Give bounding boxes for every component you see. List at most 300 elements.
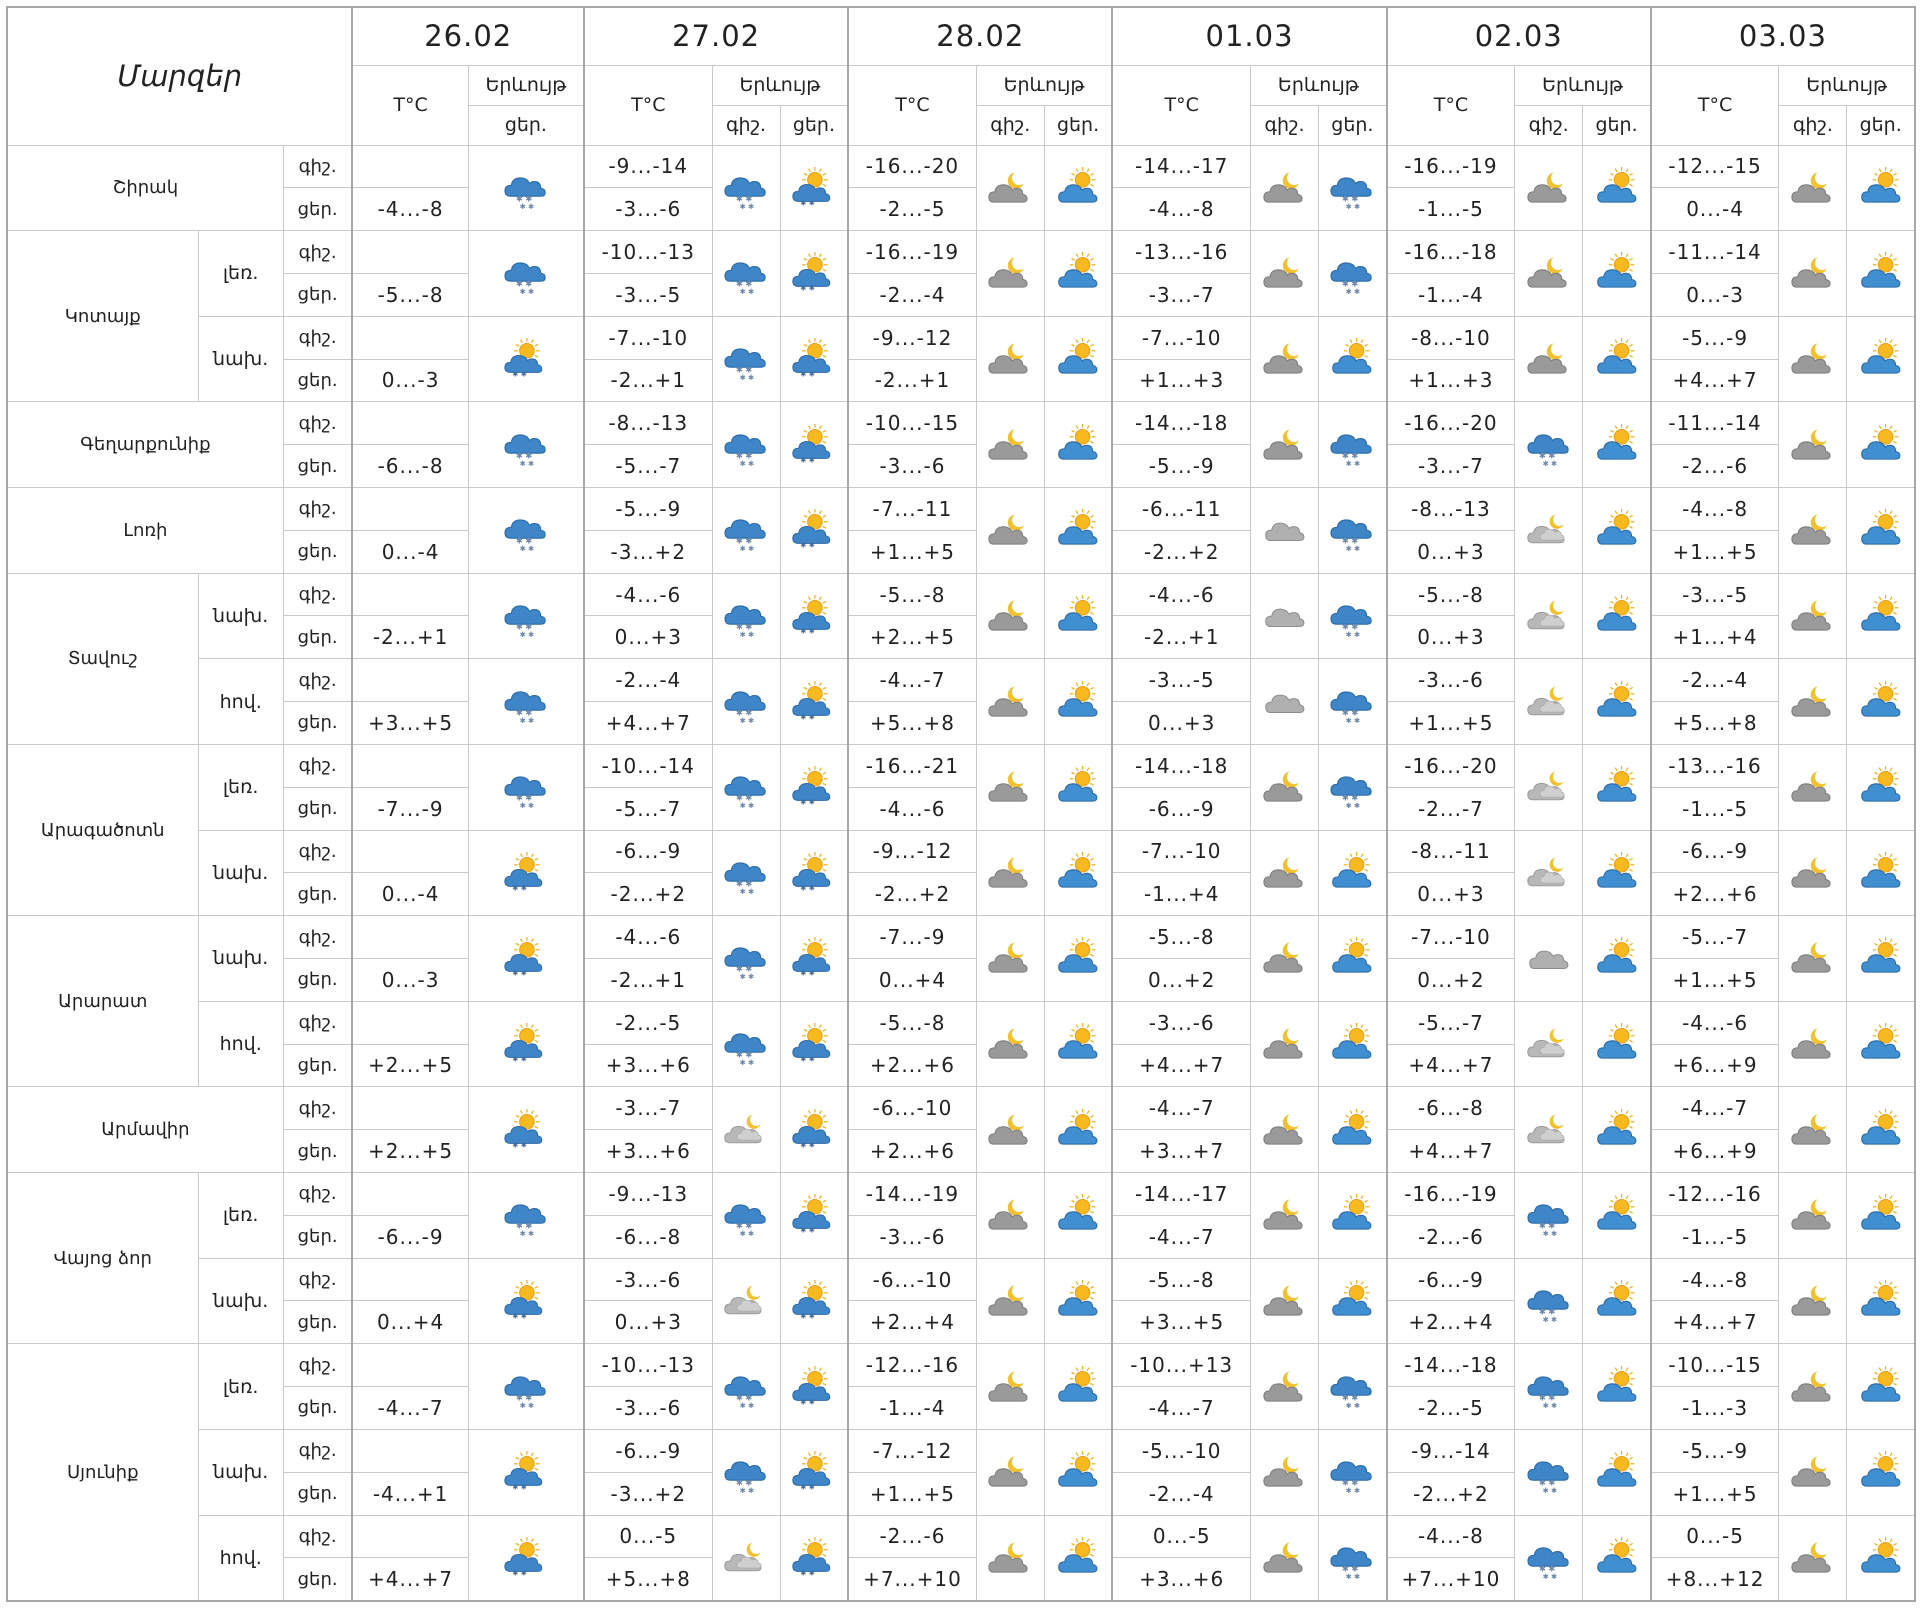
temp-night: -5...-8 bbox=[1112, 916, 1250, 959]
time-of-day-label: գիշ. bbox=[283, 1344, 352, 1387]
temp-day: -3...-7 bbox=[1112, 273, 1250, 316]
svg-text:✱ ✱: ✱ ✱ bbox=[1542, 1314, 1557, 1322]
sun-cloud-snow-icon bbox=[468, 1087, 584, 1173]
sun-cloud-icon bbox=[1592, 509, 1642, 551]
sun-cloud-icon bbox=[1592, 1280, 1642, 1322]
moon-cloud-icon bbox=[1524, 167, 1574, 209]
day-column-header: ցեր. bbox=[780, 105, 848, 145]
temp-day: -5...-8 bbox=[352, 273, 468, 316]
snow-cloud-icon bbox=[1327, 595, 1377, 637]
temp-night: -10...-13 bbox=[584, 1344, 712, 1387]
svg-text:✱ ✱: ✱ ✱ bbox=[1342, 707, 1359, 718]
svg-text:✱ ✱: ✱ ✱ bbox=[1538, 1477, 1556, 1488]
temp-night: -5...-9 bbox=[1651, 316, 1779, 359]
temp-day: +2...+6 bbox=[848, 1130, 976, 1173]
sun-cloud-snow-icon bbox=[501, 1537, 551, 1579]
svg-text:✱ ✱: ✱ ✱ bbox=[1345, 201, 1361, 209]
svg-text:✱ ✱: ✱ ✱ bbox=[800, 455, 815, 465]
snow-cloud-icon bbox=[712, 231, 780, 317]
moon-cloud-icon bbox=[976, 830, 1044, 916]
forecast-row-night bbox=[7, 488, 1915, 531]
snow-cloud-icon bbox=[712, 1173, 780, 1259]
snow-cloud-icon bbox=[468, 488, 584, 574]
snow-cloud-icon bbox=[721, 252, 771, 294]
sun-cloud-snow-icon bbox=[780, 1173, 848, 1259]
temp-day: +1...+5 bbox=[1651, 1472, 1779, 1515]
svg-text:✱ ✱: ✱ ✱ bbox=[1345, 801, 1361, 809]
sun-cloud-icon bbox=[1319, 1258, 1387, 1344]
temp-night: -14...-18 bbox=[1112, 402, 1250, 445]
cloud-icon bbox=[1251, 488, 1319, 574]
temp-day: -3...-6 bbox=[848, 1215, 976, 1258]
svg-text:✱ ✱: ✱ ✱ bbox=[1342, 279, 1359, 290]
snow-cloud-icon bbox=[468, 1344, 584, 1430]
snow-cloud-icon bbox=[1319, 488, 1387, 574]
temp-day: +2...+4 bbox=[1387, 1301, 1515, 1344]
temp-day: -7...-9 bbox=[352, 787, 468, 830]
temp-day: -2...+1 bbox=[848, 359, 976, 402]
forecast-table bbox=[6, 6, 1916, 1602]
svg-text:✱ ✱: ✱ ✱ bbox=[515, 621, 533, 632]
moon-cloud-icon bbox=[1779, 1001, 1847, 1087]
svg-text:✱ ✱: ✱ ✱ bbox=[736, 1392, 753, 1403]
temp-day: 0...+4 bbox=[352, 1301, 468, 1344]
sun-cloud-icon bbox=[1592, 937, 1642, 979]
moon-cloud-icon bbox=[976, 1173, 1044, 1259]
weather-column-header: Երևույթ bbox=[468, 65, 584, 105]
svg-text:✱ ✱: ✱ ✱ bbox=[1345, 458, 1361, 466]
sun-cloud-icon bbox=[1044, 659, 1112, 745]
time-of-day-label: ցեր. bbox=[283, 1301, 352, 1344]
svg-text:✱ ✱: ✱ ✱ bbox=[515, 279, 533, 290]
moon-cloud-icon bbox=[1251, 1258, 1319, 1344]
sun-cloud-icon bbox=[1592, 167, 1642, 209]
sun-cloud-snow-icon bbox=[501, 1451, 551, 1493]
temp-day: -1...-3 bbox=[1651, 1387, 1779, 1430]
sun-cloud-icon bbox=[1856, 167, 1906, 209]
sun-cloud-icon bbox=[1327, 338, 1377, 380]
sun-cloud-icon bbox=[1044, 231, 1112, 317]
zone-name: նախ. bbox=[198, 1258, 283, 1344]
night-column-header: գիշ. bbox=[1251, 105, 1319, 145]
temp-day: 0...+3 bbox=[1387, 530, 1515, 573]
temp-night: -6...-8 bbox=[1387, 1087, 1515, 1130]
temp-night: 0...-5 bbox=[1112, 1515, 1250, 1558]
temp-day: -2...+1 bbox=[584, 958, 712, 1001]
moon-cloud-icon bbox=[1779, 1429, 1847, 1515]
temp-day: -5...-9 bbox=[1112, 445, 1250, 488]
moon-cloud-icon bbox=[1251, 916, 1319, 1002]
svg-text:✱ ✱: ✱ ✱ bbox=[736, 621, 753, 632]
sun-cloud-icon bbox=[1847, 231, 1915, 317]
temp-day: -2...-5 bbox=[1387, 1387, 1515, 1430]
svg-text:✱ ✱: ✱ ✱ bbox=[739, 629, 755, 637]
temp-day: -3...-7 bbox=[1387, 445, 1515, 488]
svg-text:✱ ✱: ✱ ✱ bbox=[739, 201, 755, 209]
moon-cloud-icon bbox=[985, 766, 1035, 808]
snow-cloud-icon bbox=[1327, 424, 1377, 466]
svg-text:✱ ✱: ✱ ✱ bbox=[512, 968, 527, 978]
temp-day: +2...+4 bbox=[848, 1301, 976, 1344]
time-of-day-label: գիշ. bbox=[283, 402, 352, 445]
moon-cloud-icon bbox=[1788, 1451, 1838, 1493]
forecast-row-night bbox=[7, 916, 1915, 959]
sun-cloud-icon bbox=[1053, 167, 1103, 209]
temp-night: -7...-10 bbox=[1387, 916, 1515, 959]
date-header: 26.02 bbox=[352, 7, 584, 65]
temp-night: -9...-14 bbox=[584, 145, 712, 188]
snow-cloud-icon bbox=[1327, 509, 1377, 551]
temp-day: -2...+2 bbox=[584, 873, 712, 916]
moon-partly-cloudy-icon bbox=[1515, 830, 1583, 916]
moon-cloud-icon bbox=[1251, 231, 1319, 317]
moon-cloud-icon bbox=[1788, 1280, 1838, 1322]
moon-partly-cloudy-icon bbox=[1515, 1087, 1583, 1173]
sun-cloud-icon bbox=[1856, 681, 1906, 723]
moon-cloud-icon bbox=[1779, 316, 1847, 402]
sun-cloud-icon bbox=[1583, 488, 1651, 574]
sun-cloud-icon bbox=[1583, 830, 1651, 916]
moon-cloud-icon bbox=[1251, 1087, 1319, 1173]
svg-text:✱ ✱: ✱ ✱ bbox=[1542, 1400, 1557, 1408]
moon-cloud-icon bbox=[985, 595, 1035, 637]
svg-text:✱ ✱: ✱ ✱ bbox=[739, 1229, 755, 1237]
sun-cloud-icon bbox=[1053, 424, 1103, 466]
snow-cloud-icon bbox=[721, 509, 771, 551]
moon-cloud-icon bbox=[1779, 573, 1847, 659]
sun-cloud-icon bbox=[1847, 1515, 1915, 1601]
temp-night: -3...-5 bbox=[1651, 573, 1779, 616]
day-column-header: ցեր. bbox=[468, 105, 584, 145]
sun-cloud-icon bbox=[1044, 744, 1112, 830]
snow-cloud-icon bbox=[1515, 1173, 1583, 1259]
moon-cloud-icon bbox=[985, 1537, 1035, 1579]
temp-day: +7...+10 bbox=[1387, 1558, 1515, 1601]
temp-day: -2...-7 bbox=[1387, 787, 1515, 830]
zone-name: լեռ. bbox=[198, 231, 283, 317]
moon-cloud-icon bbox=[1788, 766, 1838, 808]
snow-cloud-icon bbox=[1515, 1258, 1583, 1344]
snow-cloud-icon bbox=[1515, 1429, 1583, 1515]
snow-cloud-icon bbox=[1319, 744, 1387, 830]
snow-cloud-icon bbox=[468, 402, 584, 488]
temp-day: -6...-9 bbox=[1112, 787, 1250, 830]
temp-night: -6...-9 bbox=[584, 830, 712, 873]
moon-cloud-icon bbox=[1788, 509, 1838, 551]
temp-day: -4...-7 bbox=[1112, 1215, 1250, 1258]
svg-text:✱ ✱: ✱ ✱ bbox=[519, 287, 535, 295]
svg-text:✱ ✱: ✱ ✱ bbox=[739, 715, 755, 723]
sun-cloud-snow-icon bbox=[501, 338, 551, 380]
temp-night: -3...-7 bbox=[584, 1087, 712, 1130]
sun-cloud-icon bbox=[1044, 1429, 1112, 1515]
temp-day: -6...-9 bbox=[352, 1215, 468, 1258]
svg-text:✱ ✱: ✱ ✱ bbox=[1342, 1563, 1359, 1574]
svg-text:✱ ✱: ✱ ✱ bbox=[736, 792, 753, 803]
sun-cloud-icon bbox=[1856, 1366, 1906, 1408]
snow-cloud-icon bbox=[712, 1001, 780, 1087]
temp-day: 0...+3 bbox=[1387, 616, 1515, 659]
cloud-icon bbox=[1260, 595, 1310, 637]
sun-cloud-icon bbox=[1044, 316, 1112, 402]
temp-day: +2...+5 bbox=[848, 616, 976, 659]
snow-cloud-icon bbox=[1515, 402, 1583, 488]
snow-cloud-icon bbox=[712, 1429, 780, 1515]
svg-text:✱ ✱: ✱ ✱ bbox=[736, 707, 753, 718]
temp-day: -2...+1 bbox=[584, 359, 712, 402]
zone-name: հով. bbox=[198, 1515, 283, 1601]
forecast-row-night bbox=[7, 145, 1915, 188]
temp-night: -6...-10 bbox=[848, 1087, 976, 1130]
temp-night bbox=[352, 573, 468, 616]
svg-text:✱ ✱: ✱ ✱ bbox=[519, 715, 535, 723]
sun-cloud-snow-icon bbox=[789, 252, 839, 294]
temp-night: -8...-11 bbox=[1387, 830, 1515, 873]
moon-cloud-icon bbox=[976, 231, 1044, 317]
temp-night: -14...-19 bbox=[848, 1173, 976, 1216]
moon-cloud-icon bbox=[1779, 659, 1847, 745]
sun-cloud-icon bbox=[1592, 424, 1642, 466]
temp-night: -8...-13 bbox=[584, 402, 712, 445]
time-of-day-label: գիշ. bbox=[283, 830, 352, 873]
moon-cloud-icon bbox=[1260, 252, 1310, 294]
temp-night: -6...-9 bbox=[1387, 1258, 1515, 1301]
snow-cloud-icon bbox=[1524, 424, 1574, 466]
temp-night: -16...-21 bbox=[848, 744, 976, 787]
temp-night: -10...+13 bbox=[1112, 1344, 1250, 1387]
temp-day: +3...+5 bbox=[352, 702, 468, 745]
moon-cloud-icon bbox=[976, 573, 1044, 659]
moon-cloud-icon bbox=[985, 338, 1035, 380]
temp-night: -4...-6 bbox=[1112, 573, 1250, 616]
svg-text:✱ ✱: ✱ ✱ bbox=[739, 1058, 755, 1066]
temp-day: 0...-4 bbox=[352, 530, 468, 573]
moon-cloud-icon bbox=[1788, 1366, 1838, 1408]
region-name: Վայոց ձոր bbox=[7, 1173, 198, 1344]
snow-cloud-icon bbox=[468, 573, 584, 659]
moon-cloud-icon bbox=[985, 252, 1035, 294]
temp-night bbox=[352, 1429, 468, 1472]
sun-cloud-icon bbox=[1319, 316, 1387, 402]
moon-partly-cloudy-icon bbox=[1524, 595, 1574, 637]
temp-day: -3...-6 bbox=[584, 1387, 712, 1430]
svg-text:✱ ✱: ✱ ✱ bbox=[519, 458, 535, 466]
sun-cloud-icon bbox=[1856, 1109, 1906, 1151]
moon-cloud-icon bbox=[976, 402, 1044, 488]
temp-day: -2...+2 bbox=[848, 873, 976, 916]
temp-day: -4...-7 bbox=[1112, 1387, 1250, 1430]
snow-cloud-icon bbox=[712, 744, 780, 830]
forecast-row-night bbox=[7, 830, 1915, 873]
moon-cloud-icon bbox=[1779, 488, 1847, 574]
moon-partly-cloudy-icon bbox=[721, 1537, 771, 1579]
temp-day: -3...+2 bbox=[584, 1472, 712, 1515]
svg-text:✱ ✱: ✱ ✱ bbox=[800, 1140, 815, 1150]
temp-day: +2...+6 bbox=[1651, 873, 1779, 916]
sun-cloud-icon bbox=[1847, 1258, 1915, 1344]
sun-cloud-snow-icon bbox=[501, 1280, 551, 1322]
snow-cloud-icon bbox=[721, 1194, 771, 1236]
svg-text:✱ ✱: ✱ ✱ bbox=[1342, 1392, 1359, 1403]
temp-day: +8...+12 bbox=[1651, 1558, 1779, 1601]
temp-day: -4...-6 bbox=[848, 787, 976, 830]
temp-day: +3...+6 bbox=[584, 1044, 712, 1087]
svg-text:✱ ✱: ✱ ✱ bbox=[512, 1054, 527, 1064]
moon-partly-cloudy-icon bbox=[1515, 744, 1583, 830]
moon-cloud-icon bbox=[1251, 1344, 1319, 1430]
snow-cloud-icon bbox=[721, 424, 771, 466]
moon-cloud-icon bbox=[1515, 231, 1583, 317]
moon-cloud-icon bbox=[1788, 1023, 1838, 1065]
temp-day: +4...+7 bbox=[1112, 1044, 1250, 1087]
moon-cloud-icon bbox=[976, 916, 1044, 1002]
temp-night: -16...-19 bbox=[848, 231, 976, 274]
sun-cloud-icon bbox=[1044, 1173, 1112, 1259]
sun-cloud-icon bbox=[1327, 1023, 1377, 1065]
temp-night: -8...-13 bbox=[1387, 488, 1515, 531]
svg-text:✱ ✱: ✱ ✱ bbox=[515, 1221, 533, 1232]
temp-night bbox=[352, 1258, 468, 1301]
svg-text:✱ ✱: ✱ ✱ bbox=[800, 968, 815, 978]
sun-cloud-snow-icon bbox=[789, 1451, 839, 1493]
sun-cloud-icon bbox=[1053, 1194, 1103, 1236]
night-column-header: գիշ. bbox=[1515, 105, 1583, 145]
temp-column-header: T°C bbox=[848, 65, 976, 145]
temp-column-header: T°C bbox=[1112, 65, 1250, 145]
temp-night: -6...-10 bbox=[848, 1258, 976, 1301]
sun-cloud-icon bbox=[1583, 145, 1651, 231]
moon-cloud-icon bbox=[1779, 830, 1847, 916]
sun-cloud-icon bbox=[1847, 402, 1915, 488]
sun-cloud-snow-icon bbox=[789, 766, 839, 808]
temp-night: -14...-18 bbox=[1387, 1344, 1515, 1387]
sun-cloud-icon bbox=[1044, 1087, 1112, 1173]
temp-night: -16...-20 bbox=[848, 145, 976, 188]
temp-day: -3...-6 bbox=[584, 188, 712, 231]
sun-cloud-snow-icon bbox=[501, 937, 551, 979]
sun-cloud-icon bbox=[1053, 1280, 1103, 1322]
moon-cloud-icon bbox=[976, 1515, 1044, 1601]
temp-night: -7...-9 bbox=[848, 916, 976, 959]
temp-night bbox=[352, 916, 468, 959]
temp-night: -16...-20 bbox=[1387, 744, 1515, 787]
moon-partly-cloudy-icon bbox=[1524, 766, 1574, 808]
temp-night: -4...-7 bbox=[1651, 1087, 1779, 1130]
time-of-day-label: գիշ. bbox=[283, 231, 352, 274]
sun-cloud-snow-icon bbox=[501, 1023, 551, 1065]
moon-cloud-icon bbox=[1260, 1280, 1310, 1322]
moon-cloud-icon bbox=[1260, 766, 1310, 808]
svg-text:✱ ✱: ✱ ✱ bbox=[800, 1225, 815, 1235]
svg-text:✱ ✱: ✱ ✱ bbox=[800, 1568, 815, 1578]
temp-night: -7...-10 bbox=[1112, 316, 1250, 359]
cloud-icon bbox=[1260, 509, 1310, 551]
temp-day: -2...+2 bbox=[1387, 1472, 1515, 1515]
date-header: 01.03 bbox=[1112, 7, 1386, 65]
moon-cloud-icon bbox=[1260, 852, 1310, 894]
svg-text:✱ ✱: ✱ ✱ bbox=[1345, 1400, 1361, 1408]
temp-night: -7...-11 bbox=[848, 488, 976, 531]
svg-text:✱ ✱: ✱ ✱ bbox=[1542, 1571, 1557, 1579]
temp-day: +2...+6 bbox=[848, 1044, 976, 1087]
sun-cloud-icon bbox=[1856, 338, 1906, 380]
snow-cloud-icon bbox=[712, 916, 780, 1002]
snow-cloud-icon bbox=[1327, 1537, 1377, 1579]
sun-cloud-icon bbox=[1327, 1109, 1377, 1151]
temp-night: -5...-8 bbox=[1112, 1258, 1250, 1301]
svg-text:✱ ✱: ✱ ✱ bbox=[800, 369, 815, 379]
snow-cloud-icon bbox=[1319, 659, 1387, 745]
snow-cloud-icon bbox=[721, 1023, 771, 1065]
temp-night: -9...-14 bbox=[1387, 1429, 1515, 1472]
sun-cloud-icon bbox=[1053, 1109, 1103, 1151]
forecast-row-night bbox=[7, 402, 1915, 445]
sun-cloud-icon bbox=[1856, 595, 1906, 637]
snow-cloud-icon bbox=[501, 424, 551, 466]
temp-night: -2...-5 bbox=[584, 1001, 712, 1044]
temp-night: -14...-17 bbox=[1112, 1173, 1250, 1216]
svg-text:✱ ✱: ✱ ✱ bbox=[800, 626, 815, 636]
svg-text:✱ ✱: ✱ ✱ bbox=[800, 1054, 815, 1064]
snow-cloud-icon bbox=[721, 937, 771, 979]
sun-cloud-snow-icon bbox=[789, 1023, 839, 1065]
moon-cloud-icon bbox=[976, 145, 1044, 231]
sun-cloud-icon bbox=[1044, 488, 1112, 574]
region-name: Լոռի bbox=[7, 488, 283, 574]
sun-cloud-snow-icon bbox=[780, 744, 848, 830]
temp-night: -14...-17 bbox=[1112, 145, 1250, 188]
sun-cloud-snow-icon bbox=[789, 1366, 839, 1408]
forecast-row-night bbox=[7, 316, 1915, 359]
forecast-row-night bbox=[7, 659, 1915, 702]
moon-cloud-icon bbox=[985, 1280, 1035, 1322]
sun-cloud-icon bbox=[1044, 1515, 1112, 1601]
svg-text:✱ ✱: ✱ ✱ bbox=[519, 544, 535, 552]
temp-day: +5...+8 bbox=[1651, 702, 1779, 745]
temp-day: +4...+7 bbox=[352, 1558, 468, 1601]
snow-cloud-icon bbox=[712, 573, 780, 659]
temp-night bbox=[352, 1173, 468, 1216]
temp-night: -3...-6 bbox=[584, 1258, 712, 1301]
temp-day: +3...+6 bbox=[584, 1130, 712, 1173]
time-of-day-label: ցեր. bbox=[283, 359, 352, 402]
temp-night: -16...-20 bbox=[1387, 402, 1515, 445]
time-of-day-label: ցեր. bbox=[283, 787, 352, 830]
temp-day: 0...+2 bbox=[1112, 958, 1250, 1001]
time-of-day-label: գիշ. bbox=[283, 145, 352, 188]
temp-day: -1...-5 bbox=[1387, 188, 1515, 231]
moon-cloud-icon bbox=[1260, 167, 1310, 209]
time-of-day-label: գիշ. bbox=[283, 488, 352, 531]
moon-cloud-icon bbox=[1779, 1258, 1847, 1344]
temp-day: -2...+1 bbox=[1112, 616, 1250, 659]
temp-day: +1...+3 bbox=[1387, 359, 1515, 402]
temp-day: +1...+4 bbox=[1651, 616, 1779, 659]
sun-cloud-snow-icon bbox=[789, 509, 839, 551]
forecast-row-night bbox=[7, 1173, 1915, 1216]
snow-cloud-icon bbox=[1319, 1515, 1387, 1601]
sun-cloud-icon bbox=[1847, 744, 1915, 830]
time-of-day-label: ցեր. bbox=[283, 873, 352, 916]
moon-cloud-icon bbox=[985, 1109, 1035, 1151]
sun-cloud-icon bbox=[1592, 1451, 1642, 1493]
region-name: Շիրակ bbox=[7, 145, 283, 231]
region-name: Կոտայք bbox=[7, 231, 198, 402]
snow-cloud-icon bbox=[721, 681, 771, 723]
time-of-day-label: գիշ. bbox=[283, 573, 352, 616]
snow-cloud-icon bbox=[1524, 1194, 1574, 1236]
temp-night bbox=[352, 145, 468, 188]
